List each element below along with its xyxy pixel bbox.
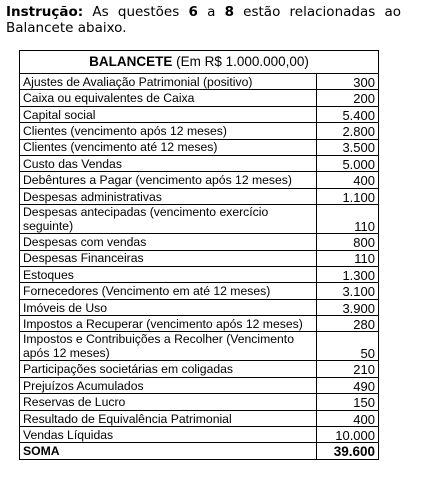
row-label: Reservas de Lucro	[20, 394, 317, 410]
table-row	[20, 283, 379, 299]
row-value: 5.400	[317, 106, 379, 122]
table-row	[20, 427, 379, 443]
row-label: Despesas com vendas	[20, 234, 317, 250]
row-value: 1.100	[317, 188, 379, 204]
row-value: 210	[317, 361, 379, 377]
row-label: Capital social	[20, 106, 317, 122]
table-row	[20, 299, 379, 315]
table-row	[20, 361, 379, 377]
row-label: Estoques	[20, 266, 317, 282]
table-header-row	[20, 51, 379, 74]
row-label: Impostos e Contribuições a Recolher (Vencimento após 12 meses)	[20, 332, 317, 361]
row-label: Ajustes de Avaliação Patrimonial (positivo)	[20, 74, 317, 90]
row-label: Prejuízos Acumulados	[20, 377, 317, 393]
row-label: Resultado de Equivalência Patrimonial	[20, 410, 317, 426]
row-label: Imóveis de Uso	[20, 299, 317, 315]
row-label: Vendas Líquidas	[20, 427, 317, 443]
table-row	[20, 234, 379, 250]
table-row	[20, 377, 379, 393]
table-row	[20, 250, 379, 266]
row-value: 200	[317, 90, 379, 106]
row-value: 3.900	[317, 299, 379, 315]
row-label: Despesas administrativas	[20, 188, 317, 204]
row-label: Participações societárias em coligadas	[20, 361, 317, 377]
table-row	[20, 410, 379, 426]
row-label: Debêntures a Pagar (vencimento após 12 meses)	[20, 172, 317, 188]
instruction-num-8: 8	[224, 4, 234, 20]
table-row	[20, 205, 379, 234]
row-value: 400	[317, 172, 379, 188]
table-row	[20, 266, 379, 282]
table-row	[20, 139, 379, 155]
instruction-paragraph	[6, 4, 401, 36]
row-label: Impostos a Recuperar (vencimento após 12 meses)	[20, 316, 317, 332]
row-value: 110	[317, 250, 379, 266]
row-value: 3.100	[317, 283, 379, 299]
balancete-table	[19, 50, 379, 460]
row-value: 150	[317, 394, 379, 410]
table-row	[20, 332, 379, 361]
instruction-text-c: estão relacionadas ao Balancete abaixo.	[6, 4, 402, 36]
table-row	[20, 106, 379, 122]
instruction-num-6: 6	[188, 4, 198, 20]
row-value: 280	[317, 316, 379, 332]
row-value: 1.300	[317, 266, 379, 282]
row-label: Custo das Vendas	[20, 155, 317, 171]
table-title-rest: (Em R$ 1.000.000,00)	[172, 54, 309, 70]
table-row	[20, 74, 379, 90]
row-label: Fornecedores (Vencimento em até 12 meses)	[20, 283, 317, 299]
total-value: 39.600	[317, 443, 379, 459]
row-label: Clientes (vencimento após 12 meses)	[20, 123, 317, 139]
instruction-text-b: a	[197, 4, 225, 20]
row-value: 2.800	[317, 123, 379, 139]
table-row	[20, 90, 379, 106]
total-label: SOMA	[20, 443, 317, 459]
row-value: 50	[317, 332, 379, 361]
table-row	[20, 316, 379, 332]
row-value: 300	[317, 74, 379, 90]
table-row	[20, 394, 379, 410]
row-value: 110	[317, 205, 379, 234]
table-row	[20, 155, 379, 171]
table-total-row	[20, 443, 379, 459]
table-title	[20, 51, 379, 74]
row-value: 490	[317, 377, 379, 393]
row-value: 800	[317, 234, 379, 250]
row-label: Caixa ou equivalentes de Caixa	[20, 90, 317, 106]
table-row	[20, 123, 379, 139]
row-value: 400	[317, 410, 379, 426]
row-value: 10.000	[317, 427, 379, 443]
table-row	[20, 172, 379, 188]
table-row	[20, 188, 379, 204]
row-label: Despesas Financeiras	[20, 250, 317, 266]
instruction-lead: Instrução:	[6, 4, 84, 20]
row-value: 3.500	[317, 139, 379, 155]
row-value: 5.000	[317, 155, 379, 171]
instruction-text-a: As questões	[83, 4, 189, 20]
row-label: Despesas antecipadas (vencimento exercício seguinte)	[20, 205, 317, 234]
row-label: Clientes (vencimento até 12 meses)	[20, 139, 317, 155]
table-title-bold: BALANCETE	[89, 54, 173, 70]
